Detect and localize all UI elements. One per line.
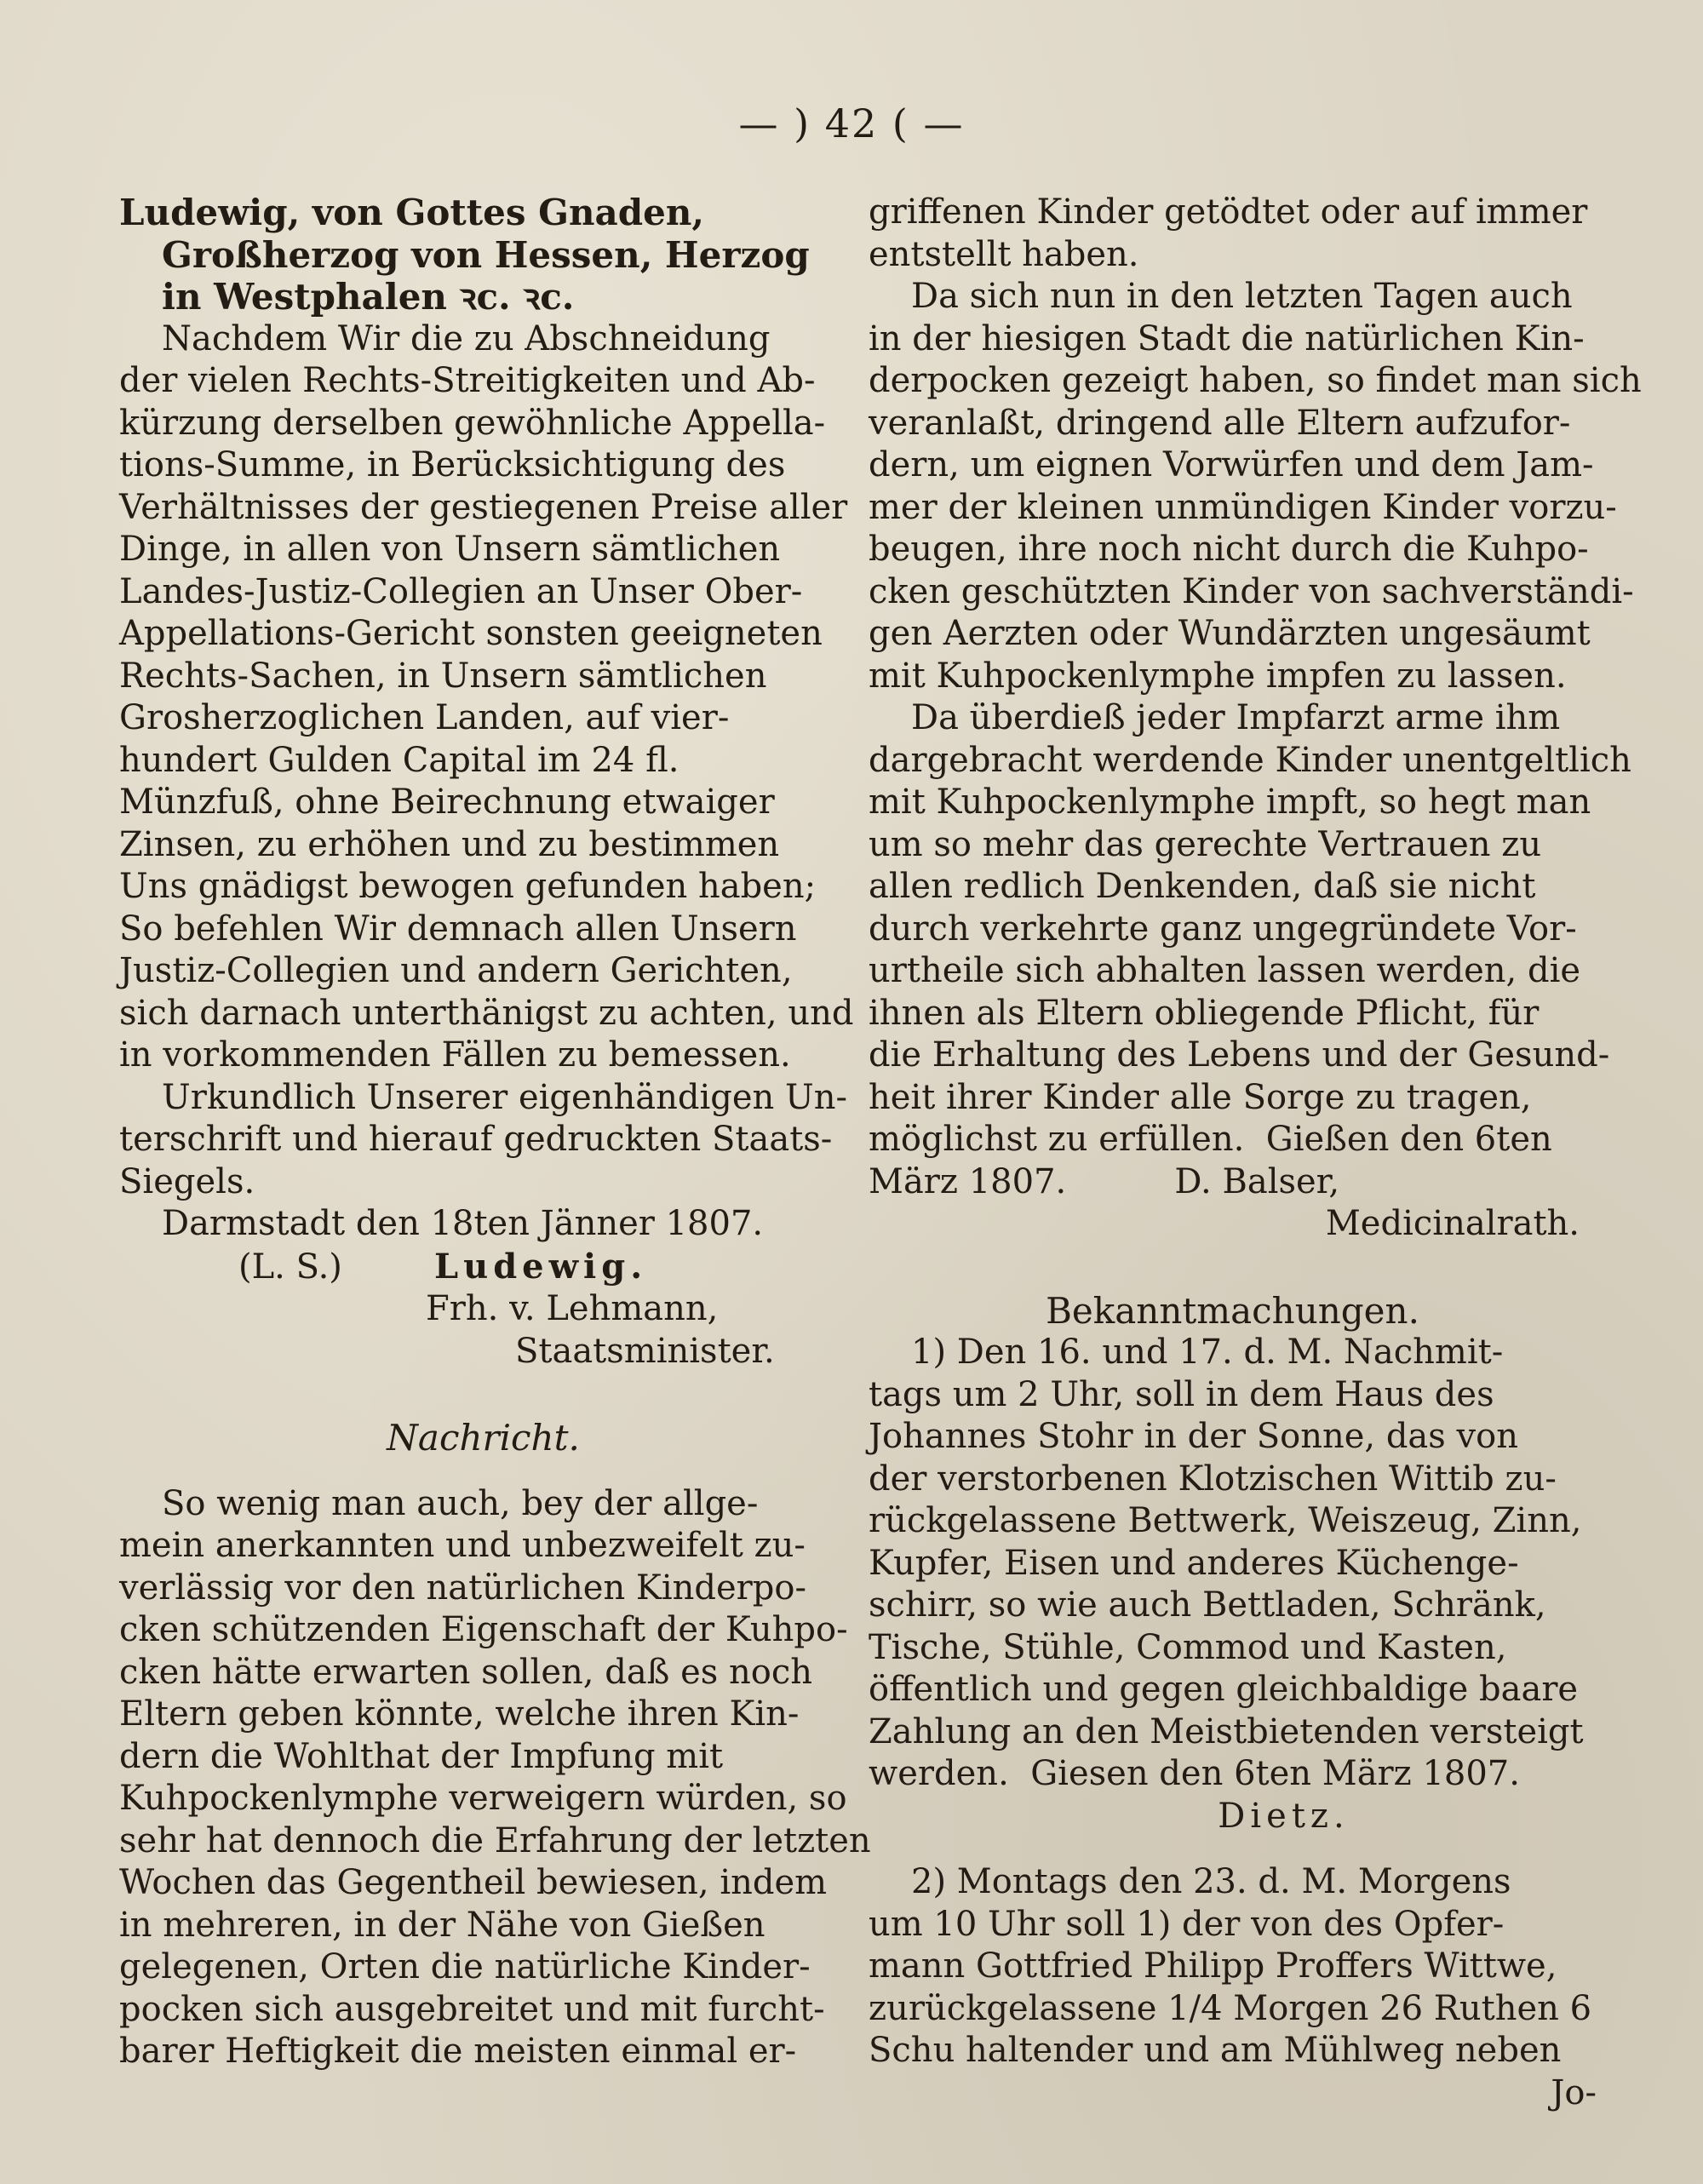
- text-line: cken geschützten Kinder von sachverständi-: [869, 571, 1634, 611]
- text-line: Da überdieß jeder Impfarzt arme ihm: [911, 698, 1561, 737]
- text-line: Wochen das Gegentheil bewiesen, indem: [119, 1863, 828, 1902]
- announcements-heading: Bekanntmachungen.: [1046, 1289, 1419, 1332]
- text-line: Landes-Justiz-Collegien an Unser Ober-: [119, 571, 803, 611]
- text-line: mer der kleinen unmündigen Kinder vorzu-: [869, 487, 1617, 527]
- text-line: Eltern geben könnte, welche ihren Kin-: [119, 1694, 800, 1734]
- text-line: dern die Wohlthat der Impfung mit: [119, 1736, 724, 1776]
- text-line: heit ihrer Kinder alle Sorge zu tragen,: [869, 1077, 1532, 1117]
- minister-name: Frh. v. Lehmann,: [426, 1289, 719, 1328]
- seal-mark: (L. S.): [238, 1247, 342, 1287]
- text-line: tions-Summe, in Berücksichtigung des: [119, 445, 786, 484]
- decree-title-line: in Westphalen ꝛc. ꝛc.: [162, 276, 575, 318]
- notice-heading: Nachricht.: [387, 1417, 580, 1459]
- text-line: Johannes Stohr in der Sonne, das von: [869, 1417, 1518, 1456]
- text-line: zurückgelassene 1/4 Morgen 26 Ruthen 6: [869, 1988, 1592, 2028]
- decree-title-line: Großherzog von Hessen, Herzog: [162, 233, 810, 276]
- notice-body-left: [119, 1483, 871, 2073]
- text-line: Da sich nun in den letzten Tagen auch: [911, 277, 1573, 316]
- text-line: März 1807. D. Balser,: [869, 1161, 1340, 1201]
- text-line: gelegenen, Orten die natürliche Kinder-: [119, 1947, 811, 1986]
- minister-title: Staatsminister.: [515, 1331, 775, 1371]
- announcement-2: [869, 1861, 1597, 2114]
- sovereign-signature: Ludewig.: [434, 1246, 648, 1287]
- notice-signer-title: Medicinalrath.: [1325, 1204, 1580, 1243]
- text-line: allen redlich Denkenden, daß sie nicht: [869, 867, 1536, 906]
- right-column: [869, 192, 1642, 2114]
- text-line: Kuhpockenlymphe verweigern würden, so: [119, 1779, 847, 1818]
- text-line: in mehreren, in der Nähe von Gießen: [119, 1905, 765, 1945]
- text-line: gen Aerzten oder Wundärzten ungesäumt: [869, 614, 1591, 653]
- text-line: Schu haltender und am Mühlweg neben: [869, 2031, 1562, 2070]
- text-line: cken hätte erwarten sollen, daß es noch: [119, 1652, 813, 1692]
- text-line: sich darnach unterthänigst zu achten, und: [119, 993, 854, 1033]
- text-line: möglichst zu erfüllen. Gießen den 6ten: [869, 1120, 1552, 1159]
- text-line: entstellt haben.: [869, 234, 1139, 274]
- announcement-1: [869, 1332, 1597, 1837]
- decree-title-line: Ludewig, von Gottes Gnaden,: [119, 192, 704, 233]
- text-line: mit Kuhpockenlymphe impft, so hegt man: [869, 782, 1591, 822]
- text-line: in vorkommenden Fällen zu bemessen.: [119, 1035, 791, 1075]
- text-line: sehr hat dennoch die Erfahrung der letzten: [119, 1820, 871, 1860]
- text-line: Kupfer, Eisen und anderes Küchenge-: [869, 1543, 1519, 1583]
- text-line: 1) Den 16. und 17. d. M. Nachmit-: [911, 1333, 1504, 1372]
- text-line: hundert Gulden Capital im 24 fl.: [119, 740, 679, 780]
- text-line: mann Gottfried Philipp Proffers Wittwe,: [869, 1946, 1557, 1986]
- text-line: der vielen Rechts-Streitigkeiten und Ab-: [119, 361, 816, 400]
- text-line: Justiz-Collegien und andern Gerichten,: [119, 951, 793, 990]
- text-line: Dinge, in allen von Unsern sämtlichen: [119, 530, 781, 569]
- text-line: pocken sich ausgebreitet und mit furcht-: [119, 1989, 825, 2029]
- text-line: schirr, so wie auch Bettladen, Schränk,: [869, 1585, 1546, 1625]
- decree-title: [119, 192, 847, 318]
- text-line: ihnen als Eltern obliegende Pflicht, für: [869, 993, 1540, 1033]
- text-line: mit Kuhpockenlymphe impfen zu lassen.: [869, 656, 1567, 696]
- text-line: rückgelassene Bettwerk, Weiszeug, Zinn,: [869, 1501, 1582, 1540]
- text-line: öffentlich und gegen gleichbaldige baare: [869, 1670, 1579, 1709]
- text-line: veranlaßt, dringend alle Eltern aufzufor-: [869, 403, 1571, 443]
- text-line: barer Heftigkeit die meisten einmal er-: [119, 2032, 797, 2071]
- text-line: Rechts-Sachen, in Unsern sämtlichen: [119, 656, 767, 696]
- decree-body: [119, 318, 854, 1246]
- text-line: verlässig vor den natürlichen Kinderpo-: [119, 1568, 806, 1608]
- text-line: 2) Montags den 23. d. M. Morgens: [911, 1862, 1511, 1901]
- text-line: Siegels.: [119, 1161, 255, 1201]
- text-line: Zahlung an den Meistbietenden versteigt: [869, 1711, 1584, 1751]
- text-line: die Erhaltung des Lebens und der Gesund-: [869, 1035, 1610, 1075]
- catchword: Jo-: [1551, 2072, 1597, 2112]
- text-line: urtheile sich abhalten lassen werden, die: [869, 951, 1581, 990]
- text-line: Nachdem Wir die zu Abschneidung: [162, 318, 771, 358]
- notice-body-right: [869, 192, 1642, 1246]
- text-line: griffenen Kinder getödtet oder auf immer: [869, 192, 1588, 232]
- text-line: Tische, Stühle, Commod und Kasten,: [869, 1627, 1507, 1667]
- text-line: beugen, ihre noch nicht durch die Kuhpo-: [869, 530, 1589, 569]
- text-line: der verstorbenen Klotzischen Wittib zu-: [869, 1459, 1557, 1499]
- text-line: cken schützenden Eigenschaft der Kuhpo-: [119, 1610, 848, 1649]
- text-line: dargebracht werdende Kinder unentgeltlich: [869, 740, 1631, 780]
- text-line: durch verkehrte ganz ungegründete Vor-: [869, 909, 1577, 949]
- decree-place-date: Darmstadt den 18ten Jänner 1807.: [162, 1204, 764, 1243]
- text-line: So befehlen Wir demnach allen Unsern: [119, 909, 797, 949]
- text-line: in der hiesigen Stadt die natürlichen Kin-: [869, 318, 1585, 358]
- text-line: tags um 2 Uhr, soll in dem Haus des: [869, 1374, 1494, 1414]
- text-line: terschrift und hierauf gedruckten Staats-: [119, 1120, 833, 1159]
- text-line: Verhältnisses der gestiegenen Preise aller: [119, 487, 848, 527]
- text-line: um so mehr das gerechte Vertrauen zu: [869, 824, 1542, 864]
- text-line: Grosherzoglichen Landen, auf vier-: [119, 698, 730, 737]
- left-column: [119, 192, 871, 2073]
- text-line: Münzfuß, ohne Beirechnung etwaiger: [119, 782, 775, 822]
- text-line: um 10 Uhr soll 1) der von des Opfer-: [869, 1904, 1505, 1944]
- text-line: mein anerkannten und unbezweifelt zu-: [119, 1526, 806, 1565]
- text-line: derpocken gezeigt haben, so findet man sich: [869, 361, 1642, 400]
- page-number-header: — ) 42 ( —: [738, 100, 965, 146]
- text-line: Urkundlich Unserer eigenhändigen Un-: [162, 1077, 847, 1117]
- text-line: Appellations-Gericht sonsten geeigneten: [119, 614, 823, 653]
- text-line: Uns gnädigst bewogen gefunden haben;: [119, 867, 817, 906]
- text-line: kürzung derselben gewöhnliche Appella-: [119, 403, 826, 443]
- seal-signature-row: [119, 1246, 847, 1289]
- text-line: So wenig man auch, bey der allge-: [162, 1483, 759, 1523]
- text-line: werden. Giesen den 6ten März 1807.: [869, 1754, 1520, 1793]
- text-line: Zinsen, zu erhöhen und zu bestimmen: [119, 824, 780, 864]
- announcement-1-signer: Dietz.: [1218, 1796, 1350, 1836]
- text-line: dern, um eignen Vorwürfen und dem Jam-: [869, 445, 1594, 484]
